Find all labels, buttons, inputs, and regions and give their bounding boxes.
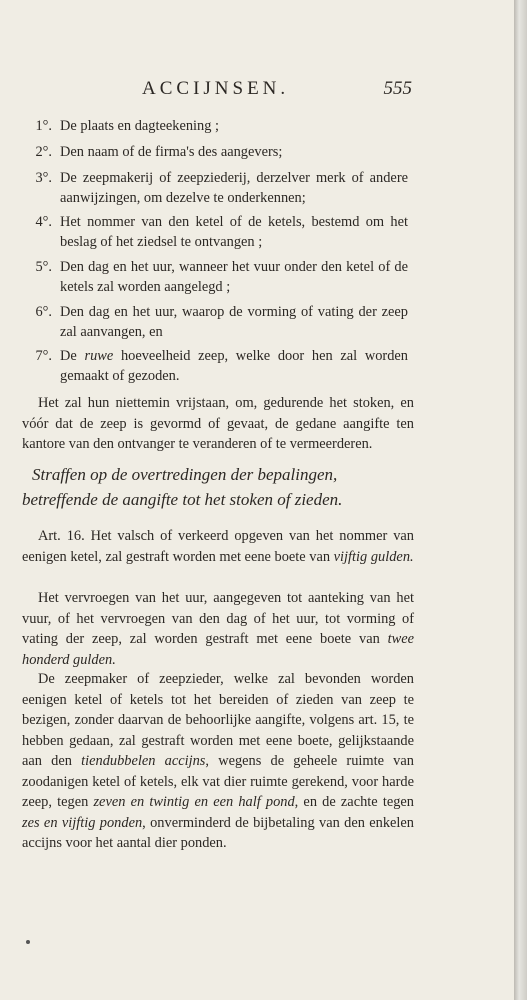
emphasis-weight-hard: zeven en twintig en een half pond bbox=[93, 794, 295, 810]
list-item-number: 6°. bbox=[35, 304, 52, 320]
paragraph-text: , en de zachte tegen bbox=[294, 794, 414, 810]
list-item-number: 7°. bbox=[35, 348, 52, 364]
list-item-text: De plaats en dagteekening ; bbox=[60, 118, 220, 134]
ink-speck bbox=[26, 940, 30, 944]
list-item bbox=[30, 168, 408, 208]
list-item-number: 4°. bbox=[35, 214, 52, 230]
paragraph-text: De zeepmaker of zeepzieder, welke zal bevonden worden eenigen ketel of ketels tot het bereiden of zieden van zeep te bezigen, zonder daarvan de behoorlijke aangifte, volgens art. 15, te hebben gedaan, zal gestraft worden met eene boete, gelijkstaande aan den bbox=[22, 671, 414, 769]
emphasis-weight-soft: zes en vijftig ponden bbox=[22, 814, 143, 831]
list-item bbox=[30, 346, 408, 386]
page-number: 555 bbox=[383, 78, 412, 99]
header-title: ACCIJNSEN. bbox=[142, 78, 290, 99]
list-item bbox=[30, 116, 408, 136]
list-item-text-part: De bbox=[60, 348, 77, 364]
section-heading: Straffen op de overtredingen der bepalingen, betreffende de aangifte tot het stoken of zieden. bbox=[22, 465, 343, 509]
emphasis-tenfold-excise: tiendubbelen accijns bbox=[81, 753, 206, 769]
list-item-number: 5°. bbox=[35, 259, 52, 275]
list-item-number: 1°. bbox=[35, 118, 52, 134]
running-header bbox=[142, 78, 412, 102]
paragraph-article-16 bbox=[22, 526, 414, 567]
paragraph-early-heating bbox=[22, 588, 414, 670]
paragraph-text: , wegens de geheele ruimte van zoodanigen ketel of ketels, elk vat dier ruimte gerekend, voor harde zeep, tegen bbox=[22, 753, 414, 810]
emphasis-fine: twee honderd gulden. bbox=[22, 631, 414, 668]
paragraph-text: Art. 16. Het valsch of verkeerd opgeven van het nommer van eenigen ketel, zal gestraft worden met eene boete van bbox=[22, 528, 414, 565]
list-item-number: 2°. bbox=[35, 144, 52, 160]
list-item-text: Den dag en het uur, wanneer het vuur onder den ketel of de ketels zal worden aangelegd ; bbox=[60, 259, 408, 295]
list-item-text: Den naam of de firma's des aangevers; bbox=[60, 144, 283, 160]
list-item bbox=[30, 212, 408, 252]
list-item-text bbox=[60, 346, 408, 386]
paragraph-text: , onverminderd de bijbetaling van den enkelen accijns voor het aantal dier ponden. bbox=[22, 814, 414, 851]
paragraph-text: Het vervroegen van het uur, aangegeven tot aanteking van het vuur, of het vervroegen van den dag of het uur, tot vorming of vating der zeep, zal worden gestraft met eene boete van bbox=[22, 590, 414, 647]
emphasis-ruwe: ruwe bbox=[84, 348, 114, 364]
page-edge bbox=[514, 0, 527, 1000]
list-item bbox=[30, 142, 408, 162]
list-item-text: Het nommer van den ketel of de ketels, bestemd om het beslag of het ziedsel te ontvangen ; bbox=[60, 214, 408, 250]
list-item-text-part: hoeveelheid zeep, welke door hen zal worden gemaakt of gezoden. bbox=[60, 348, 408, 384]
list-item-text: De zeepmakerij of zeepziederij, derzelver merk of andere aanwijzingen, om dezelve te onderkennen; bbox=[60, 170, 408, 206]
list-item-number: 3°. bbox=[35, 170, 52, 186]
list-item bbox=[30, 302, 408, 342]
paragraph-change-declaration: Het zal hun niettemin vrijstaan, om, gedurende het stoken, en vóór dat de zeep is gevormd of gevaat, de gedane aangifte ten kantore van den ontvanger te veranderen of te vermeerderen. bbox=[22, 395, 414, 452]
list-item bbox=[30, 257, 408, 297]
emphasis-fine: vijftig gulden. bbox=[333, 548, 414, 565]
list-item-text: Den dag en het uur, waarop de vorming of vating der zeep zal aanvangen, en bbox=[60, 304, 408, 340]
paragraph-undeclared-kettle bbox=[22, 669, 414, 854]
